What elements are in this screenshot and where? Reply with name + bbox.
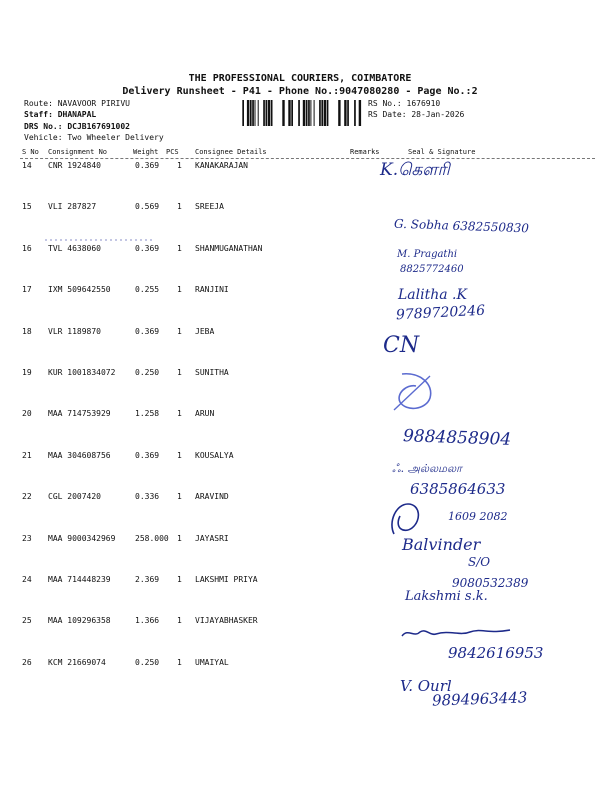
cell-weight: 0.369	[135, 327, 160, 336]
cell-consignee: SREEJA	[195, 202, 224, 211]
cell-sno: 20	[22, 409, 32, 418]
cell-consignment: IXM 509642550	[48, 285, 111, 294]
cell-consignee: SHANMUGANATHAN	[195, 244, 263, 253]
cell-weight: 0.250	[135, 658, 160, 667]
cell-consignment: MAA 304608756	[48, 451, 111, 460]
signature-19-mark	[390, 370, 440, 416]
cell-sno: 17	[22, 285, 32, 294]
table-row	[0, 244, 600, 256]
cell-sno: 21	[22, 451, 32, 460]
col-weight: Weight	[133, 148, 159, 156]
table-row	[0, 368, 600, 380]
signature-25-mark	[400, 626, 512, 640]
signature-21-phone: 6385864633	[410, 480, 506, 498]
signature-24-phone: 9080532389	[452, 576, 529, 590]
col-pcs: PCS	[166, 148, 179, 156]
cell-consignee: JEBA	[195, 327, 215, 336]
cell-sno: 19	[22, 368, 32, 377]
drs-number: DRS No.: DCJB167691002	[24, 122, 130, 131]
cell-weight: 258.000	[135, 534, 169, 543]
signature-16-name: M. Pragathi	[397, 249, 458, 260]
signature-24-name: Lakshmi s.k.	[405, 589, 488, 604]
signature-23-name: Balvinder	[402, 535, 481, 554]
cell-sno: 25	[22, 616, 32, 625]
header-divider	[20, 158, 595, 159]
cell-pcs: 1	[177, 575, 182, 584]
col-signature: Seal & Signature	[408, 148, 476, 156]
cell-sno: 24	[22, 575, 32, 584]
cell-pcs: 1	[177, 285, 182, 294]
cell-consignee: ARAVIND	[195, 492, 229, 501]
signature-21-name: ஃ. அல்லமலா	[392, 462, 462, 475]
cell-weight: 0.250	[135, 368, 160, 377]
cell-consignment: KCM 21669074	[48, 658, 106, 667]
cell-weight: 1.258	[135, 409, 160, 418]
staff-label: Staff: DHANAPAL	[24, 110, 97, 119]
cell-consignment: CGL 2007420	[48, 492, 101, 501]
rs-date: RS Date: 28-Jan-2026	[368, 110, 465, 119]
cell-consignee: LAKSHMI PRIYA	[195, 575, 258, 584]
cell-sno: 26	[22, 658, 32, 667]
cell-consignment: KUR 1001834072	[48, 368, 116, 377]
cell-consignment: MAA 714448239	[48, 575, 111, 584]
cell-consignment: MAA 109296358	[48, 616, 111, 625]
table-row	[0, 451, 600, 463]
cell-consignment: MAA 9000342969	[48, 534, 116, 543]
cell-consignee: RANJINI	[195, 285, 229, 294]
signature-25-phone: 9842616953	[448, 644, 544, 662]
scan-artifact	[45, 238, 155, 242]
rs-number: RS No.: 1676910	[368, 99, 441, 108]
col-sno: S No	[22, 148, 39, 156]
cell-pcs: 1	[177, 244, 182, 253]
runsheet-subtitle: Delivery Runsheet - P41 - Phone No.:9047080280 - Page No.:2	[122, 86, 478, 97]
vehicle-label: Vehicle: Two Wheeler Delivery	[24, 133, 164, 142]
table-header	[0, 148, 600, 158]
cell-pcs: 1	[177, 327, 182, 336]
cell-consignment: VLR 1189870	[48, 327, 101, 336]
cell-weight: 0.569	[135, 202, 160, 211]
cell-weight: 0.369	[135, 161, 160, 170]
cell-consignee: UMAIYAL	[195, 658, 229, 667]
signature-23-relation: S/O	[468, 555, 491, 569]
cell-consignment: VLI 287827	[48, 202, 97, 211]
cell-sno: 18	[22, 327, 32, 336]
cell-weight: 0.369	[135, 451, 160, 460]
signature-26-name: V. Ourl	[400, 677, 452, 695]
cell-sno: 14	[22, 161, 32, 170]
document-title: THE PROFESSIONAL COURIERS, COIMBATORE	[188, 73, 412, 84]
cell-sno: 15	[22, 202, 32, 211]
barcode-icon	[240, 100, 362, 126]
cell-pcs: 1	[177, 616, 182, 625]
table-row	[0, 409, 600, 421]
cell-pcs: 1	[177, 368, 182, 377]
signature-17-phone: 9789720246	[395, 302, 486, 324]
cell-pcs: 1	[177, 202, 182, 211]
cell-sno: 23	[22, 534, 32, 543]
cell-pcs: 1	[177, 534, 182, 543]
cell-pcs: 1	[177, 658, 182, 667]
signature-16-phone: 8825772460	[400, 264, 464, 275]
col-consignment: Consignment No	[48, 148, 108, 156]
route-label: Route: NAVAVOOR PIRIVU	[24, 99, 130, 108]
signature-22-number: 1609 2082	[448, 510, 508, 523]
table-row	[0, 327, 600, 339]
cell-pcs: 1	[177, 409, 182, 418]
cell-weight: 2.369	[135, 575, 160, 584]
signature-26-phone: 9894963443	[431, 688, 528, 710]
cell-pcs: 1	[177, 451, 182, 460]
table-row	[0, 202, 600, 214]
cell-sno: 22	[22, 492, 32, 501]
signature-14: K.கௌரி	[380, 160, 450, 180]
cell-consignee: ARUN	[195, 409, 215, 418]
cell-pcs: 1	[177, 492, 182, 501]
col-consignee: Consignee Details	[195, 148, 267, 156]
cell-weight: 1.366	[135, 616, 160, 625]
cell-consignee: SUNITHA	[195, 368, 229, 377]
cell-consignment: MAA 714753929	[48, 409, 111, 418]
cell-weight: 0.369	[135, 244, 160, 253]
cell-consignee: KOUSALYA	[195, 451, 234, 460]
table-row	[0, 492, 600, 504]
signature-17-name: Lalitha .K	[398, 287, 467, 303]
signature-15: G. Sobha 6382550830	[393, 216, 530, 236]
cell-weight: 0.255	[135, 285, 160, 294]
cell-consignee: VIJAYABHASKER	[195, 616, 258, 625]
cell-weight: 0.336	[135, 492, 160, 501]
signature-20: 9884858904	[402, 426, 512, 450]
signature-18: CN	[383, 333, 420, 358]
cell-pcs: 1	[177, 161, 182, 170]
col-remarks: Remarks	[350, 148, 380, 156]
cell-sno: 16	[22, 244, 32, 253]
table-row	[0, 285, 600, 297]
table-row	[0, 161, 600, 173]
cell-consignee: KANAKARAJAN	[195, 161, 248, 170]
cell-consignee: JAYASRI	[195, 534, 229, 543]
cell-consignment: CNR 1924840	[48, 161, 101, 170]
signature-22-mark	[386, 498, 426, 538]
table-row	[0, 534, 600, 546]
cell-consignment: TVL 4638060	[48, 244, 101, 253]
